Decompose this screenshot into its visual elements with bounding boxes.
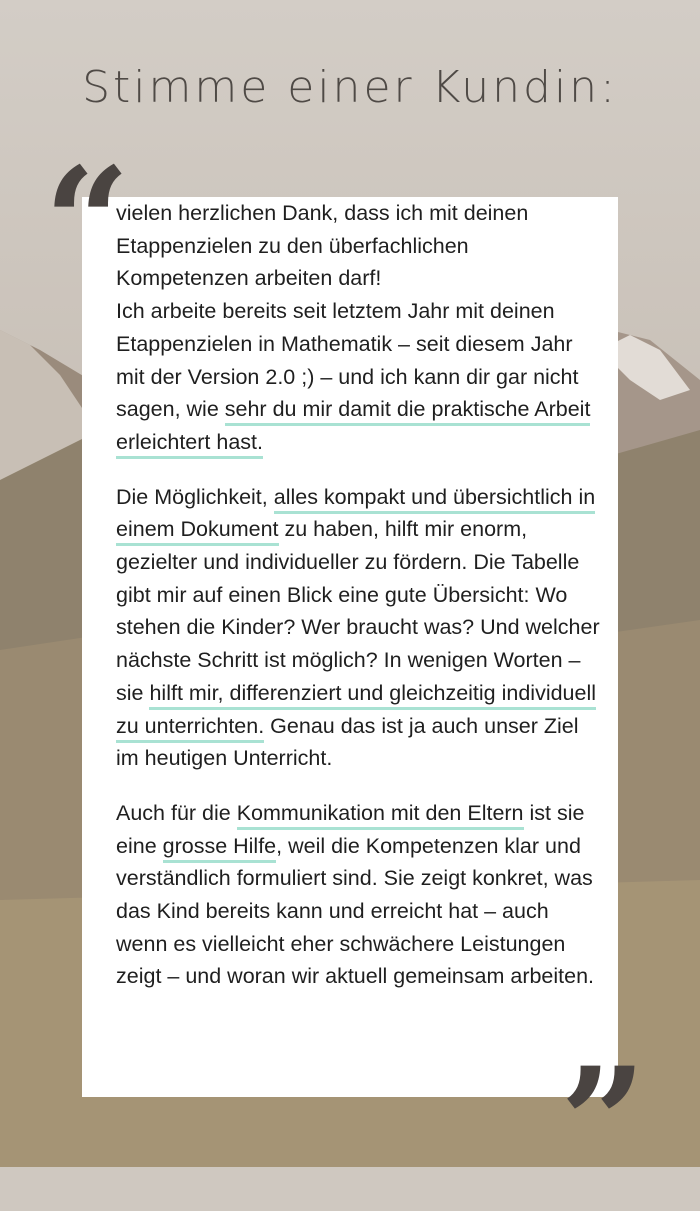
paragraph-1-intro: vielen herzlichen Dank, dass ich mit deinen Etappenzielen zu den überfachlichen Kompetenzen arbeiten darf! bbox=[116, 201, 529, 291]
paragraph-3-end: , weil die Kompetenzen klar und verständlich formuliert sind. Sie zeigt konkret, was das Kind bereits kann und erreicht hat – auch wenn es vielleicht eher schwächere Leistungen zeigt – und woran wir aktuell gemeinsam arbeiten. bbox=[116, 833, 595, 989]
testimonial-text bbox=[116, 197, 606, 993]
page-title: Stimme einer Kundin: bbox=[82, 62, 618, 113]
testimonial-paragraph-1 bbox=[116, 197, 606, 459]
open-quote-icon: “ bbox=[44, 135, 131, 311]
paragraph-2-middle: zu haben, hilft mir enorm, gezielter und individueller zu fördern. Die Tabelle gibt mir auf einen Blick eine gute Übersicht: Wo stehen die Kinder? Wer braucht was? Und welcher nächste Schritt ist möglich? In wenigen Worten – sie bbox=[116, 517, 600, 705]
close-quote-icon: ” bbox=[560, 1035, 647, 1211]
testimonial-paragraph-2 bbox=[116, 481, 606, 775]
testimonial-paragraph-3 bbox=[116, 797, 606, 993]
paragraph-1-body: Ich arbeite bereits seit letztem Jahr mit deinen Etappenzielen in Mathematik – seit diesem Jahr mit der Version 2.0 ;) – und ich kann dir gar nicht sagen, wie bbox=[116, 299, 579, 422]
highlight-phrase: grosse Hilfe bbox=[163, 834, 277, 863]
paragraph-2-end: Genau das ist ja auch unser Ziel im heutigen Unterricht. bbox=[116, 713, 579, 771]
paragraph-2-start: Die Möglichkeit, bbox=[116, 484, 274, 509]
highlight-phrase: Kommunikation mit den Eltern bbox=[237, 801, 524, 830]
paragraph-3-start: Auch für die bbox=[116, 800, 237, 825]
highlight-phrase: hilft mir, differenziert und gleichzeitig individuell zu unterrichten. bbox=[116, 681, 596, 743]
highlight-phrase: alles kompakt und übersichtlich in einem Dokument bbox=[116, 485, 595, 547]
highlight-phrase: sehr du mir damit die praktische Arbeit erleichtert hast. bbox=[116, 397, 590, 459]
paragraph-3-middle: ist sie eine bbox=[116, 800, 585, 858]
